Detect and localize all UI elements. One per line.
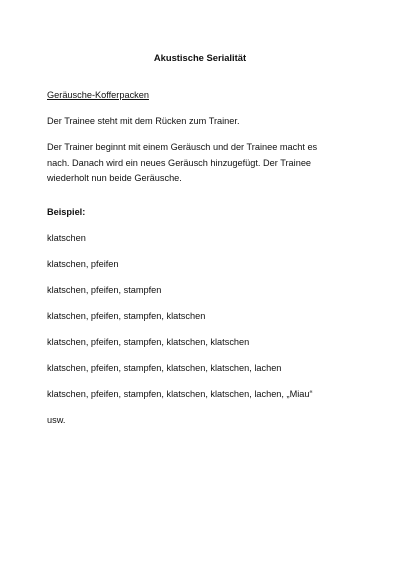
example-line-1: klatschen: [47, 233, 86, 243]
document-page: [47, 0, 367, 566]
instruction-paragraph-1: Der Trainee steht mit dem Rücken zum Trainer.: [47, 116, 240, 126]
example-line-3: klatschen, pfeifen, stampfen: [47, 285, 162, 295]
instruction-paragraph-2-line-2: nach. Danach wird ein neues Geräusch hinzugefügt. Der Trainee: [47, 157, 312, 168]
example-line-6: klatschen, pfeifen, stampfen, klatschen, klatschen, lachen: [47, 363, 282, 373]
section-subtitle: Geräusche-Kofferpacken: [47, 90, 149, 100]
example-line-5: klatschen, pfeifen, stampfen, klatschen, klatschen: [47, 337, 250, 347]
instruction-paragraph-2-line-3: wiederholt nun beide Geräusche.: [47, 173, 182, 183]
instruction-paragraph-2-line-1: Der Trainer beginnt mit einem Geräusch und der Trainee macht es: [47, 142, 318, 152]
example-line-2: klatschen, pfeifen: [47, 259, 119, 269]
example-line-4: klatschen, pfeifen, stampfen, klatschen: [47, 311, 206, 321]
document-title: Akustische Serialität: [153, 52, 247, 63]
instruction-paragraph-2: [47, 140, 367, 187]
example-heading: Beispiel:: [47, 207, 86, 217]
example-line-8: usw.: [47, 415, 66, 425]
example-line-7: klatschen, pfeifen, stampfen, klatschen, klatschen, lachen, „Miau“: [47, 389, 313, 399]
